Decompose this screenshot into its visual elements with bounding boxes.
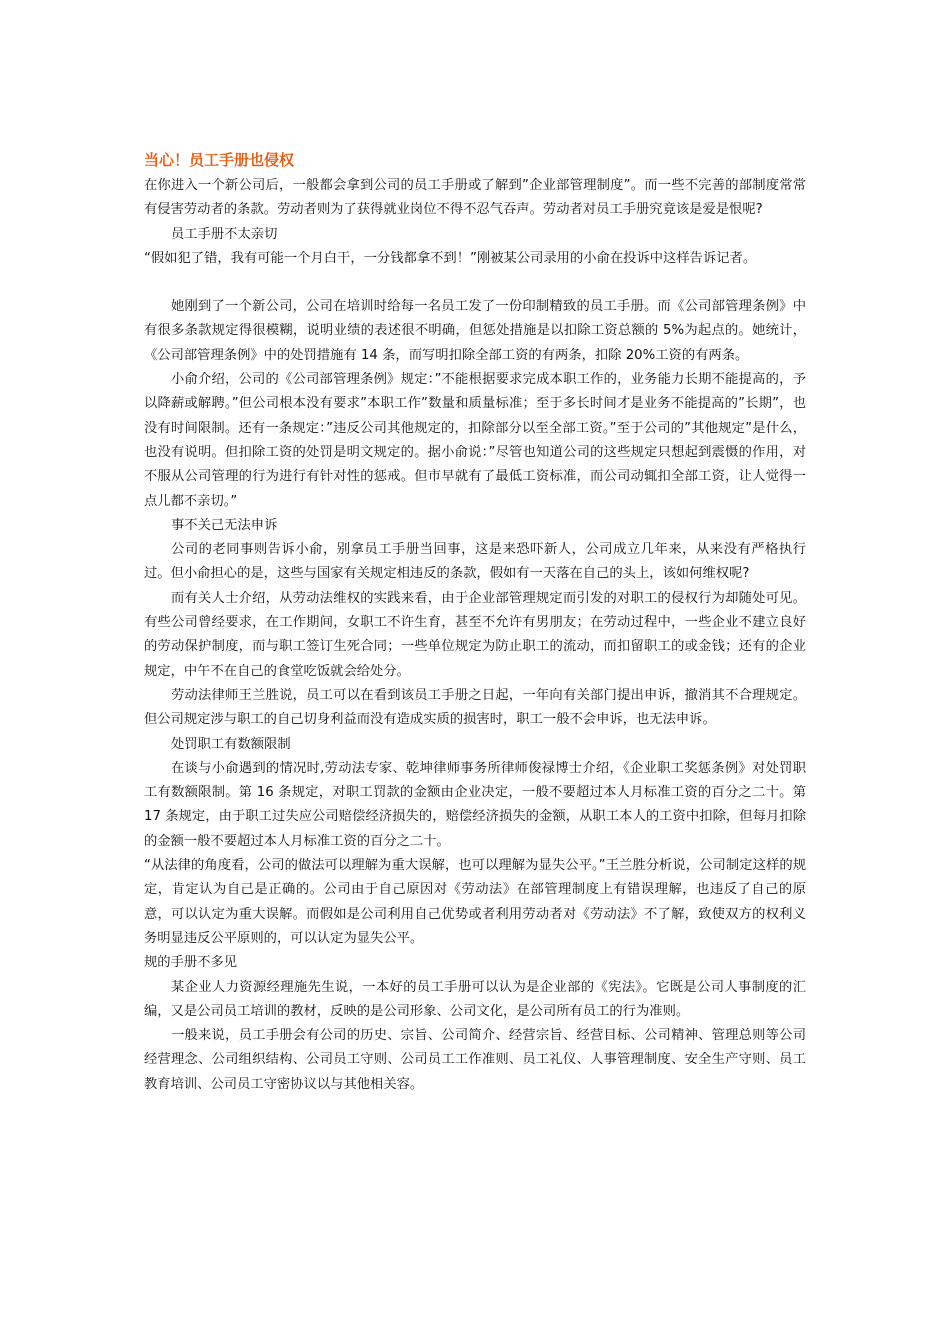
paragraph: 她刚到了一个新公司，公司在培训时给每一名员工发了一份印制精致的员工手册。而《公司部管理条例》中有很多条款规定得很模糊，说明业绩的表述很不明确，但惩处措施是以扣除工资总额的 5%为起点的。她统计，《公司部管理条例》中的处罚措施有 14 条，而写明扣除全部工资的有两条，扣除 20%工资的有两条。 [144,299,806,363]
paragraph-intro: 在你进入一个新公司后，一般都会拿到公司的员工手册或了解到”企业部管理制度”。而一些不完善的部制度常常有侵害劳动者的条款。劳动者则为了获得就业岗位不得不忍气吞声。劳动者对员工手册究竟该是爱是恨呢? [144,178,806,218]
paragraph: 一般来说，员工手册会有公司的历史、宗旨、公司简介、经营宗旨、经营目标、公司精神、管理总则等公司经营理念、公司组织结构、公司员工守则、公司员工工作准则、员工礼仪、人事管理制度、安全生产守则、员工教育培训、公司员工守密协议以与其他相关容。 [144,1028,806,1092]
paragraph: 劳动法律师王兰胜说，员工可以在看到该员工手册之日起，一年向有关部门提出申诉，撤消其不合理规定。但公司规定涉与职工的自己切身利益而没有造成实质的损害时，职工一般不会申诉，也无法申诉。 [144,687,806,728]
paragraph-quote: “假如犯了错，我有可能一个月白干，一分钱都拿不到！”刚被某公司录用的小俞在投诉中这样告诉记者。 [144,250,757,266]
paragraph: “从法律的角度看，公司的做法可以理解为重大误解，也可以理解为显失公平。”王兰胜分析说，公司制定这样的规定，肯定认为自己是正确的。公司由于自己原因对《劳动法》在部管理制度上有错误理解，也违反了自己的原意，可以认定为重大误解。而假如是公司利用自己优势或者利用劳动者对《劳动法》不了解，致使双方的权利义务明显违反公平原则的，可以认定为显失公平。 [144,858,806,946]
paragraph: 公司的老同事则告诉小俞，别拿员工手册当回事，这是来恐吓新人，公司成立几年来，从来没有严格执行过。但小俞担心的是，这些与国家有关规定相违反的条款，假如有一天落在自己的头上，该如何维权呢? [144,542,806,582]
section-heading-3: 处罚职工有数额限制 [171,736,291,752]
article-title: 当心！员工手册也侵权 [144,151,295,169]
section-heading-4: 规的手册不多见 [144,955,238,971]
section-heading-2: 事不关己无法申诉 [171,517,278,533]
section-heading-1: 员工手册不太亲切 [171,226,278,242]
document-body [144,150,806,1097]
paragraph: 而有关人士介绍，从劳动法维权的实践来看，由于企业部管理规定而引发的对职工的侵权行为却随处可见。有些公司曾经要求，在工作期间，女职工不许生育，甚至不允许有男朋友；在劳动过程中，一些企业不建立良好的劳动保护制度，而与职工签订生死合同；一些单位规定为防止职工的流动，而扣留职工的或金钱；还有的企业规定，中午不在自己的食堂吃饭就会给处分。 [144,590,806,679]
paragraph: 在谈与小俞遇到的情况时,劳动法专家、乾坤律师事务所律师俊禄博士介绍，《企业职工奖惩条例》对处罚职工有数额限制。第 16 条规定，对职工罚款的金额由企业决定，一般不要超过本人月标准工资的百分之二十。第 17 条规定，由于职工过失应公司赔偿经济损失的，赔偿经济损失的金额，从职工本人的工资中扣除，但每月扣除的金额一般不要超过本人月标准工资的百分之二十。 [144,760,806,849]
blank-line [144,271,806,295]
paragraph: 某企业人力资源经理施先生说，一本好的员工手册可以认为是企业部的《宪法》。它既是公司人事制度的汇编，又是公司员工培训的教材，反映的是公司形象、公司文化，是公司所有员工的行为准则。 [144,979,806,1019]
paragraph: 小俞介绍，公司的《公司部管理条例》规定：”不能根据要求完成本职工作的，业务能力长期不能提高的，予以降薪或解聘。”但公司根本没有要求”本职工作”数量和质量标准；至于多长时间才是业务不能提高的”长期”，也没有时间限制。还有一条规定：”违反公司其他规定的，扣除部分以至全部工资。”至于公司的”其他规定”是什么，也没有说明。但扣除工资的处罚是明文规定的。据小俞说：”尽管也知道公司的这些规定只想起到震慑的作用，对不服从公司管理的行为进行有针对性的惩戒。但市早就有了最低工资标准，而公司动辄扣全部工资，让人觉得一点儿都不亲切。” [144,372,806,509]
